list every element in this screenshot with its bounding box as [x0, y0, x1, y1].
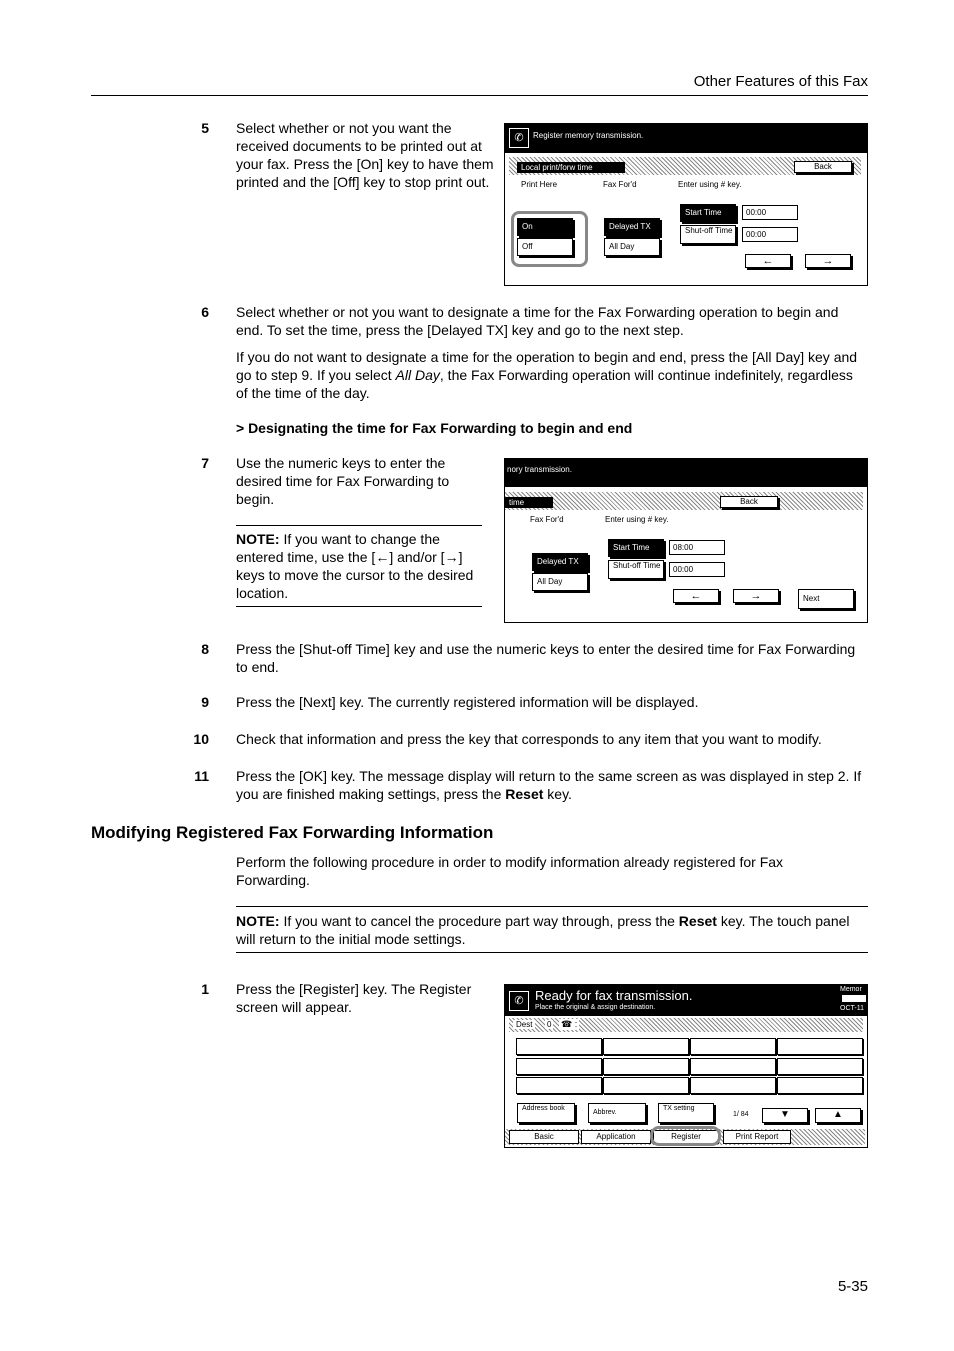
on-button[interactable]: On: [517, 218, 573, 236]
date-label: OCT-11: [840, 1005, 864, 1012]
cursor-left-button[interactable]: ←: [673, 589, 719, 603]
shutoff-time-field[interactable]: 00:00: [742, 227, 798, 242]
dest-slot[interactable]: [603, 1038, 689, 1055]
step-9-number: 9: [201, 694, 209, 710]
panel-title: Register memory transmission.: [533, 131, 644, 140]
step-6-number: 6: [201, 304, 209, 320]
tab-strip: [505, 492, 863, 510]
enter-hint: Enter using # key.: [605, 515, 669, 524]
dest-slot[interactable]: [777, 1077, 863, 1094]
memory-gauge: [842, 995, 866, 1002]
page-indicator: 1/ 84: [733, 1111, 749, 1118]
fax-ford-label: Fax For'd: [530, 515, 564, 524]
section-note: NOTE: If you want to cancel the procedure part way through, press the Reset key. The touch panel will return to the initial mode settings.: [236, 913, 850, 947]
dest-slot[interactable]: [516, 1077, 602, 1094]
section-step-1-number: 1: [201, 981, 209, 997]
shutoff-time-button[interactable]: Shut-off Time: [680, 225, 736, 244]
header-rule: [91, 95, 868, 96]
step-10-text: Check that information and press the key that corresponds to any item that you want to modify.: [236, 731, 822, 747]
tab-local-print[interactable]: Local print/forw time: [517, 162, 625, 173]
shutoff-time-button[interactable]: Shut-off Time: [608, 560, 664, 579]
shutoff-time-field[interactable]: 00:00: [669, 562, 725, 577]
step-6-para-1: Select whether or not you want to designate a time for the Fax Forwarding operation to begin and end. To set the time, press the [Delayed TX] key and go to the next step.: [236, 304, 839, 338]
memory-label: Memor: [840, 986, 862, 993]
dest-slot[interactable]: [603, 1058, 689, 1075]
dest-slot[interactable]: [690, 1038, 776, 1055]
dest-slot[interactable]: [516, 1058, 602, 1075]
start-time-field[interactable]: 08:00: [669, 540, 725, 555]
tab-register[interactable]: Register: [653, 1130, 719, 1144]
start-time-button[interactable]: Start Time: [608, 539, 664, 557]
dest-slot[interactable]: [690, 1077, 776, 1094]
step-7-note: NOTE: If you want to change the entered time, use the [←] and/or [→] keys to move the cursor to the desired location.: [236, 531, 474, 601]
print-here-label: Print Here: [521, 180, 558, 189]
all-day-button[interactable]: All Day: [604, 238, 660, 256]
enter-hint: Enter using # key.: [678, 180, 742, 189]
abbrev-button[interactable]: Abbrev.: [588, 1103, 646, 1123]
fax-icon: ✆: [509, 991, 529, 1011]
step-10-number: 10: [193, 731, 209, 747]
delayed-tx-button[interactable]: Delayed TX: [604, 218, 660, 236]
start-time-button[interactable]: Start Time: [680, 204, 736, 222]
note-bottom-rule: [236, 606, 482, 607]
step-7-text: Use the numeric keys to enter the desired time for Fax Forwarding to begin.: [236, 455, 450, 507]
dest-label: Dest: [513, 1020, 535, 1029]
back-button[interactable]: Back: [720, 496, 778, 508]
off-button[interactable]: Off: [517, 238, 573, 256]
running-header: Other Features of this Fax: [693, 73, 868, 90]
cursor-right-button[interactable]: →: [733, 589, 779, 603]
all-day-button[interactable]: All Day: [532, 573, 588, 591]
back-button[interactable]: Back: [794, 161, 852, 173]
section-step-1-text: Press the [Register] key. The Register screen will appear.: [236, 981, 472, 1015]
tx-setting-button[interactable]: TX setting: [658, 1103, 714, 1123]
cursor-right-button[interactable]: →: [805, 254, 851, 268]
tab-basic[interactable]: Basic: [509, 1130, 579, 1144]
tab-print-report[interactable]: Print Report: [723, 1130, 791, 1144]
dest-slot[interactable]: [777, 1058, 863, 1075]
delayed-tx-button[interactable]: Delayed TX: [532, 553, 588, 571]
highlight-ring: [650, 1126, 721, 1146]
step-8-text: Press the [Shut-off Time] key and use the numeric keys to enter the desired time for Fax Forwarding to end.: [236, 641, 856, 675]
panel-delayed-time: [504, 458, 868, 623]
next-button[interactable]: Next: [798, 589, 854, 609]
step-7-number: 7: [201, 455, 209, 471]
step-11-text: Press the [OK] key. The message display will return to the same screen as was displayed in step 2. If you are finished making settings, press the Reset key.: [236, 768, 862, 802]
panel-ready: [504, 984, 868, 1148]
panel-title: Ready for fax transmission.: [535, 988, 693, 1003]
panel-local-print: [504, 123, 868, 286]
page-number: 5-35: [837, 1278, 868, 1295]
note-top-rule: [236, 525, 482, 526]
phone-icon: ☎ :: [561, 1019, 578, 1029]
dest-count: 0: [547, 1020, 552, 1029]
dest-slot[interactable]: [690, 1058, 776, 1075]
start-time-field[interactable]: 00:00: [742, 205, 798, 220]
step-5-number: 5: [201, 120, 209, 136]
fax-ford-label: Fax For'd: [603, 180, 637, 189]
scroll-up-button[interactable]: ▲: [815, 1108, 861, 1123]
panel-title: nory transmission.: [507, 465, 572, 474]
tab-application[interactable]: Application: [581, 1130, 651, 1144]
dest-slot[interactable]: [516, 1038, 602, 1055]
dest-slot[interactable]: [603, 1077, 689, 1094]
fax-icon: ✆: [509, 128, 529, 148]
step-11-number: 11: [194, 768, 209, 784]
step-6-para-2: If you do not want to designate a time for the operation to begin and end, press the [All Day] key and go to step 9. If you select All Day, the Fax Forwarding operation will continue indefinitely, regardless of the time of the day.: [236, 349, 858, 401]
cursor-left-button[interactable]: ←: [745, 254, 791, 268]
subheading-designating-time: > Designating the time for Fax Forwarding to begin and end: [236, 420, 633, 436]
section-note-top-rule: [236, 906, 868, 907]
tab-time[interactable]: time: [505, 497, 553, 508]
step-9-text: Press the [Next] key. The currently registered information will be displayed.: [236, 694, 699, 710]
section-intro: Perform the following procedure in order to modify information already registered for Fax Forwarding.: [236, 854, 784, 888]
dest-slot[interactable]: [777, 1038, 863, 1055]
step-5-text: Select whether or not you want the received documents to be printed out at your fax. Press the [On] key to have them printed and the [Off] key to stop print out.: [236, 120, 494, 190]
address-book-button[interactable]: Address book: [517, 1103, 575, 1123]
scroll-down-button[interactable]: ▼: [762, 1108, 808, 1123]
panel-subtitle: Place the original & assign destination.: [535, 1004, 656, 1011]
step-8-number: 8: [201, 641, 209, 657]
section-title: Modifying Registered Fax Forwarding Information: [91, 823, 494, 842]
section-note-bottom-rule: [236, 952, 868, 953]
